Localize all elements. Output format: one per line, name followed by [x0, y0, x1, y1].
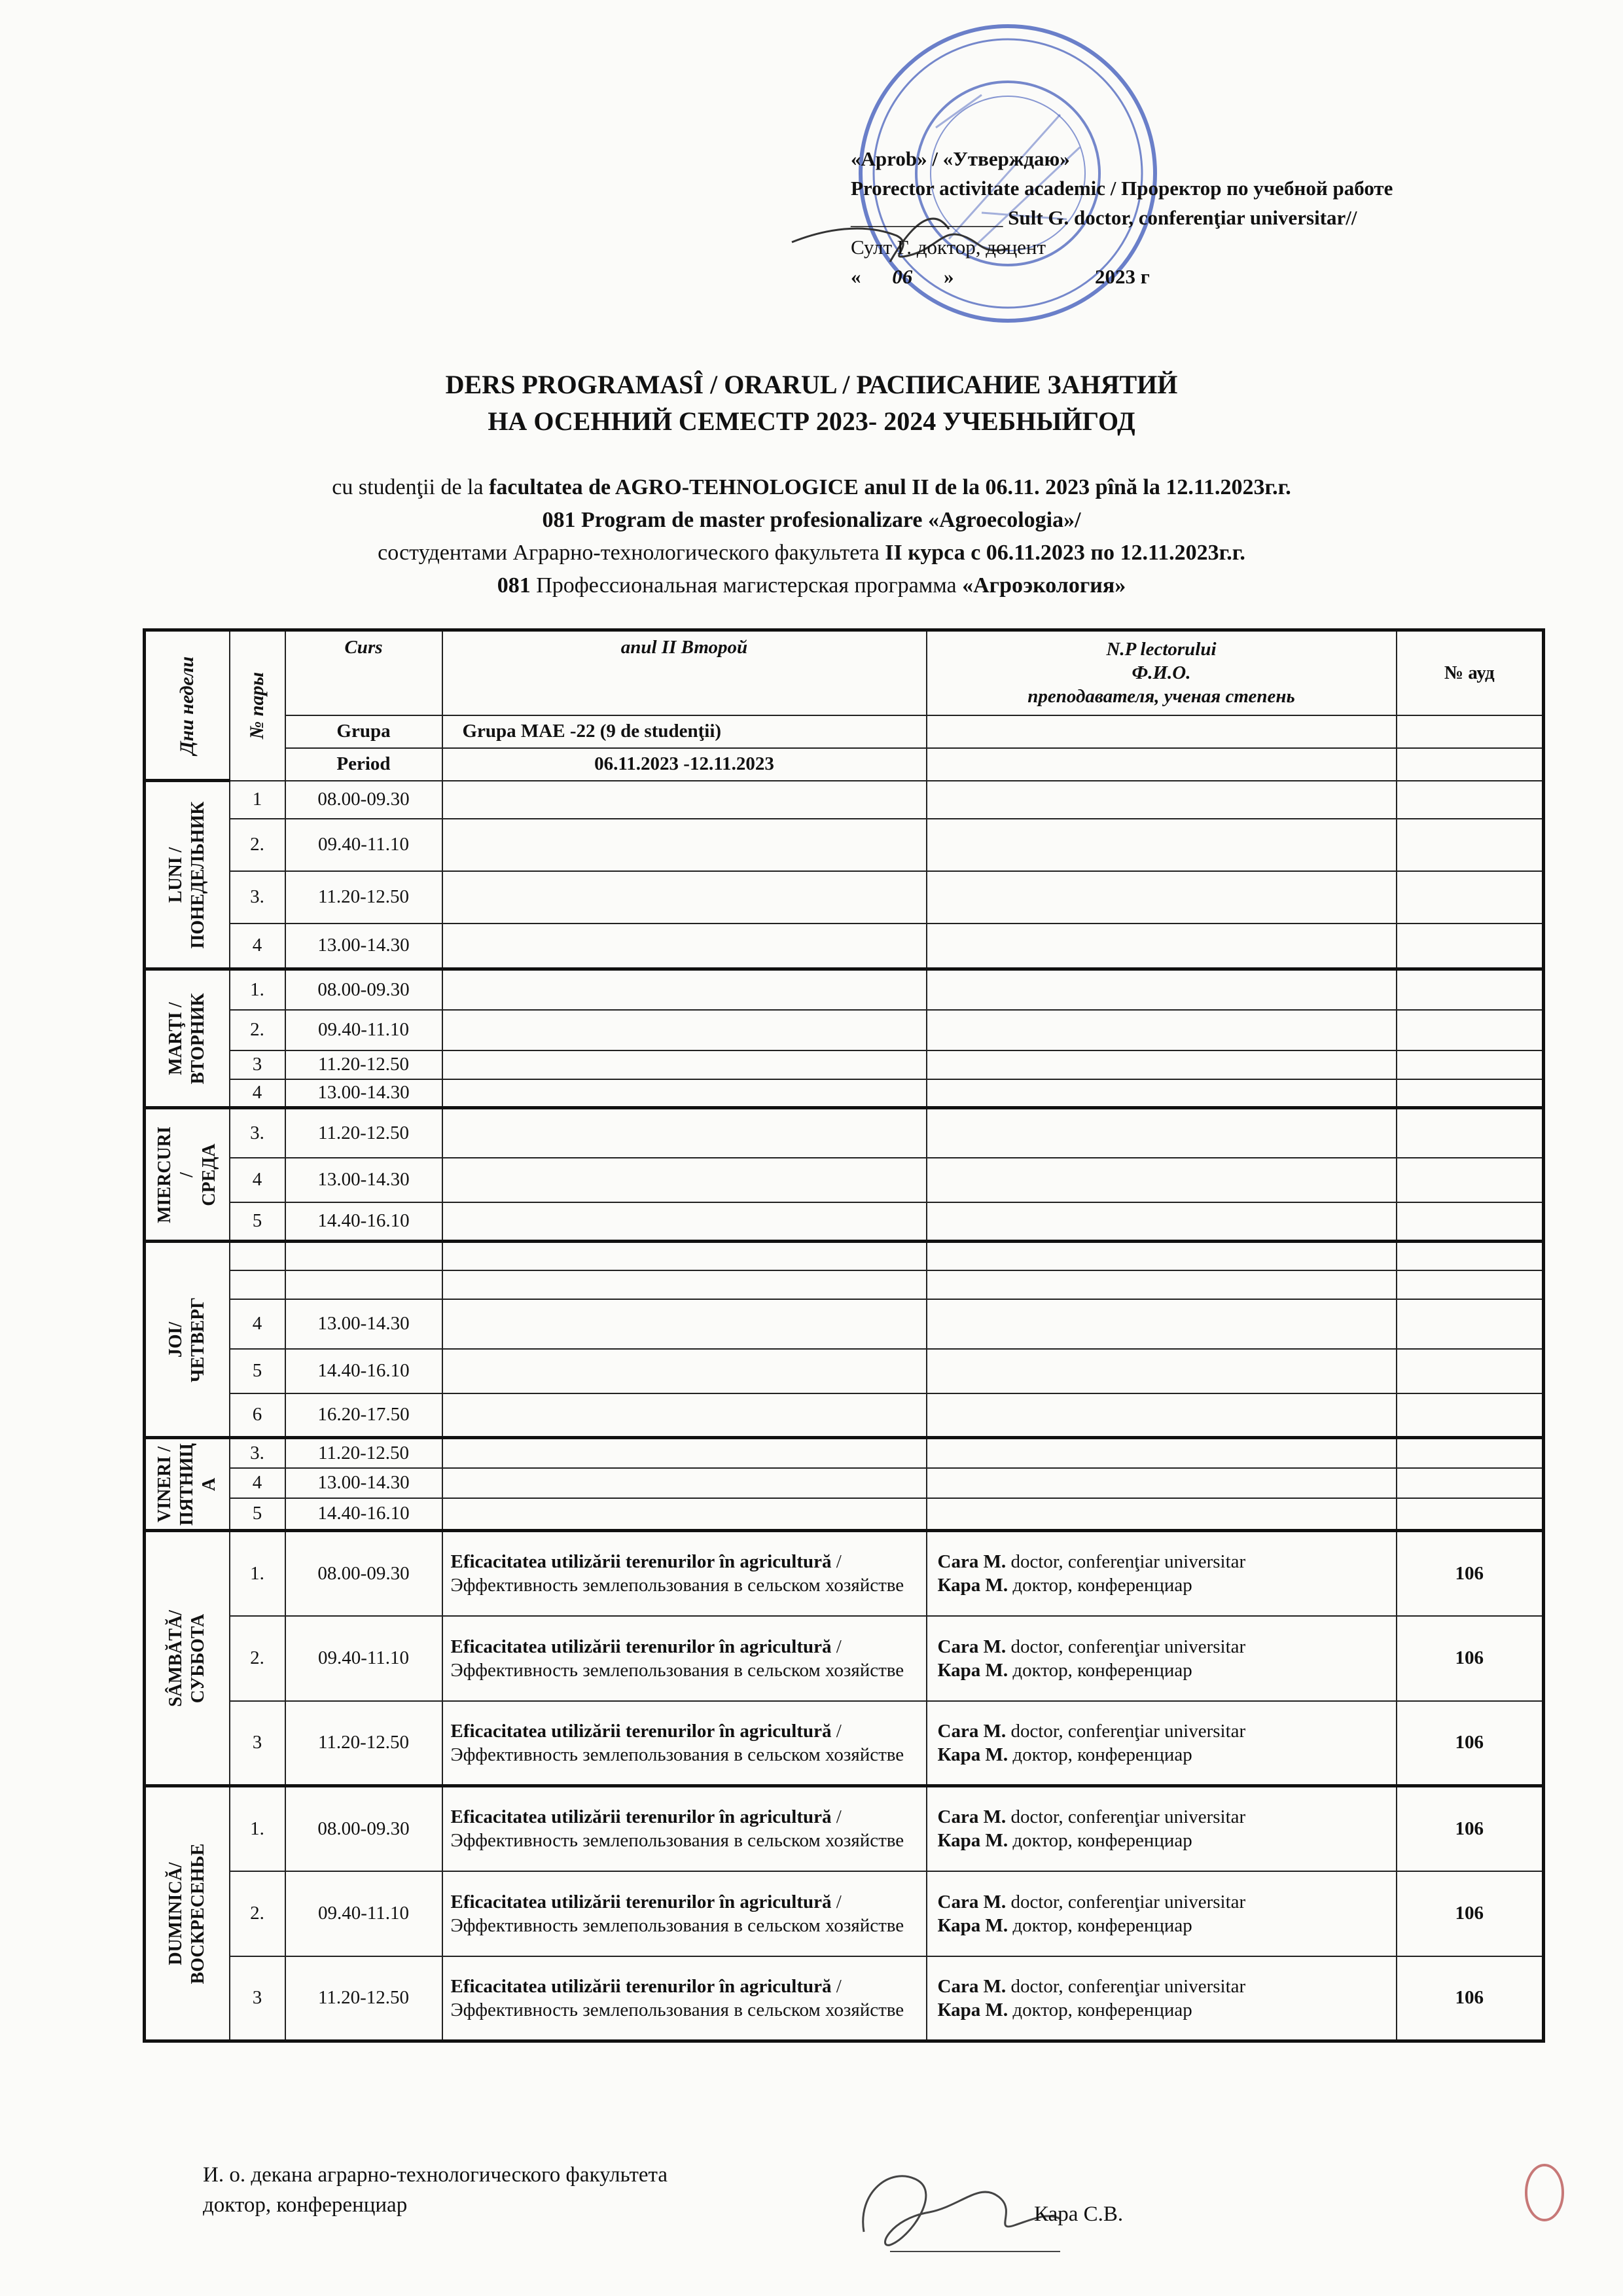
schedule-row	[145, 1242, 1544, 1270]
subject-cell	[442, 1956, 927, 2041]
header-grupa-value: Grupa MAE -22 (9 de studenţii)	[442, 715, 927, 748]
lecturer-ro	[938, 1890, 1391, 1914]
lecturer-ro-name: Cara M.	[937, 1720, 1007, 1742]
pair-number: 3.	[230, 1438, 285, 1468]
schedule-row	[145, 1079, 1544, 1108]
room-cell	[1397, 1498, 1544, 1531]
day-cell	[145, 1108, 230, 1242]
lecturer-ro-name: Cara M.	[937, 1551, 1007, 1573]
pair-time: 13.00-14.30	[285, 1079, 442, 1108]
lecturer-ru	[938, 1573, 1391, 1597]
pair-number: 3	[230, 1050, 285, 1079]
lecturer-ru-degree: доктор, конференциар	[1008, 1659, 1192, 1681]
lecturer-cell	[927, 1108, 1397, 1158]
pair-time: 14.40-16.10	[285, 1498, 442, 1531]
subject-cell	[442, 1871, 927, 1956]
lecturer-cell	[927, 924, 1397, 969]
schedule-row	[145, 1108, 1544, 1158]
footer-dean-name: Кара С.В.	[1034, 2202, 1124, 2226]
subject-cell	[442, 1050, 927, 1079]
approval-block	[851, 144, 1571, 291]
subtitle-l2: 081 Program de master profesionalizare «Agroecologia»/	[542, 508, 1081, 532]
schedule-row	[145, 1158, 1544, 1202]
lecturer-ru	[938, 1914, 1391, 1937]
approval-date	[851, 262, 1571, 291]
lecturer-cell	[927, 1438, 1397, 1468]
subtitle-l4-a: 081	[497, 573, 531, 598]
header-period: Period	[285, 748, 442, 781]
header-period-empty	[927, 748, 1397, 781]
subtitle-l3-b: II курса с 06.11.2023 по 12.11.2023г.г.	[885, 541, 1245, 565]
room-cell	[1397, 1202, 1544, 1242]
subject-ru: / Эффективность землепользования в сельском хозяйстве	[450, 1806, 904, 1852]
lecturer-ro-degree: doctor, conferenţiar universitar	[1006, 1975, 1246, 1997]
day-name: MIERCURI / СРЕДА	[154, 1126, 220, 1223]
document-title	[0, 367, 1623, 440]
subject-cell	[442, 1158, 927, 1202]
pair-time: 08.00-09.30	[285, 1531, 442, 1616]
pair-time: 09.40-11.10	[285, 819, 442, 871]
room-cell: 106	[1397, 1701, 1544, 1786]
lecturer-ro	[938, 1635, 1391, 1659]
day-name: MARŢI / ВТОРНИК	[166, 992, 209, 1085]
lecturer-cell	[927, 1498, 1397, 1531]
room-cell	[1397, 1438, 1544, 1468]
pair-time: 13.00-14.30	[285, 1299, 442, 1349]
subject-ru: / Эффективность землепользования в сельском хозяйстве	[450, 1636, 904, 1681]
approval-name-ro: Sult G. doctor, conferenţiar universitar//	[1008, 206, 1357, 229]
corner-stamp-mark	[1518, 2153, 1571, 2225]
subject-cell	[442, 1701, 927, 1786]
subject-cell	[442, 1531, 927, 1616]
pair-number: 6	[230, 1393, 285, 1438]
header-days: Дни недели	[176, 656, 198, 755]
pair-number: 4	[230, 924, 285, 969]
lecturer-ro	[938, 1975, 1391, 1998]
pair-time: 13.00-14.30	[285, 924, 442, 969]
date-quote-open: «	[851, 265, 861, 288]
lecturer-ro-degree: doctor, conferenţiar universitar	[1006, 1806, 1246, 1828]
subtitle-line-4	[65, 569, 1558, 602]
subject-ru: / Эффективность землепользования в сельском хозяйстве	[450, 1975, 904, 2020]
schedule-row	[145, 1531, 1544, 1616]
schedule-row	[145, 1270, 1544, 1299]
header-period-value: 06.11.2023 -12.11.2023	[442, 748, 927, 781]
day-cell	[145, 1438, 230, 1531]
subtitle-l1-b: facultatea de AGRO-TEHNOLOGICE anul II de la 06.11. 2023 pînă la 12.11.2023г.г.	[489, 475, 1291, 499]
header-lecturer	[927, 630, 1397, 715]
schedule-row	[145, 1871, 1544, 1956]
pair-time: 08.00-09.30	[285, 969, 442, 1010]
room-cell	[1397, 969, 1544, 1010]
lecturer-ru-name: Кара М.	[937, 1999, 1008, 2020]
header-pair: № пары	[246, 672, 268, 740]
pair-time	[285, 1270, 442, 1299]
lecturer-ro	[938, 1719, 1391, 1743]
pair-number	[230, 1242, 285, 1270]
subject-cell	[442, 1468, 927, 1498]
lecturer-ro-degree: doctor, conferenţiar universitar	[1006, 1720, 1246, 1742]
pair-number: 1.	[230, 1786, 285, 1871]
subject-ro: Eficacitatea utilizării terenurilor în agricultură	[450, 1806, 832, 1828]
subject-cell	[442, 1616, 927, 1701]
header-pair-cell	[230, 630, 285, 781]
day-cell	[145, 781, 230, 969]
schedule-row	[145, 1438, 1544, 1468]
room-cell	[1397, 1393, 1544, 1438]
lecturer-cell	[927, 819, 1397, 871]
subject-cell	[442, 1202, 927, 1242]
schedule-row	[145, 924, 1544, 969]
pair-time: 08.00-09.30	[285, 781, 442, 819]
approval-line-prorector: Prorector activitate academic / Проректор по учебной работе	[851, 177, 1393, 200]
lecturer-ru-degree: доктор, конференциар	[1008, 1830, 1192, 1852]
lecturer-cell	[927, 1393, 1397, 1438]
lecturer-cell	[927, 1468, 1397, 1498]
room-cell: 106	[1397, 1616, 1544, 1701]
pair-number: 4	[230, 1299, 285, 1349]
room-cell	[1397, 781, 1544, 819]
subject-cell	[442, 1079, 927, 1108]
schedule-row	[145, 1050, 1544, 1079]
lecturer-ro	[938, 1550, 1391, 1573]
header-lecturer-3: преподавателя, ученая степень	[1027, 686, 1295, 708]
subject-cell	[442, 924, 927, 969]
subject-cell	[442, 1393, 927, 1438]
pair-number: 3.	[230, 1108, 285, 1158]
subject-ro: Eficacitatea utilizării terenurilor în agricultură	[450, 1551, 832, 1573]
pair-number: 1.	[230, 969, 285, 1010]
pair-number: 4	[230, 1158, 285, 1202]
subtitle-l4-b: Профессиональная магистерская программа	[530, 573, 963, 598]
lecturer-cell	[927, 781, 1397, 819]
header-grupa: Grupa	[285, 715, 442, 748]
header-grupa-empty	[927, 715, 1397, 748]
pair-number: 4	[230, 1468, 285, 1498]
date-day: 06	[892, 265, 913, 288]
room-cell	[1397, 1242, 1544, 1270]
lecturer-cell	[927, 1786, 1397, 1871]
room-cell	[1397, 819, 1544, 871]
day-name: SÂMBĂTĂ/ СУББОТА	[166, 1609, 209, 1707]
lecturer-cell	[927, 1616, 1397, 1701]
subject-cell	[442, 871, 927, 924]
room-cell	[1397, 1010, 1544, 1050]
pair-number: 1	[230, 781, 285, 819]
room-cell	[1397, 1270, 1544, 1299]
footer-line-2: доктор, конференциар	[203, 2193, 408, 2217]
subject-ru: / Эффективность землепользования в сельском хозяйстве	[450, 1720, 904, 1765]
pair-time	[285, 1242, 442, 1270]
room-cell	[1397, 924, 1544, 969]
lecturer-cell	[927, 871, 1397, 924]
pair-time: 13.00-14.30	[285, 1158, 442, 1202]
lecturer-ru-name: Кара М.	[937, 1575, 1008, 1596]
pair-number: 3.	[230, 871, 285, 924]
pair-number: 5	[230, 1498, 285, 1531]
subject-ru: / Эффективность землепользования в сельском хозяйстве	[450, 1891, 904, 1936]
lecturer-ru-degree: доктор, конференциар	[1008, 1575, 1192, 1596]
subtitle-l4-c: «Агроэкология»	[962, 573, 1126, 598]
day-name: DUMINICĂ/ ВОСКРЕСЕНЬЕ	[166, 1843, 209, 1984]
lecturer-ru-name: Кара М.	[937, 1830, 1008, 1852]
date-quote-close: »	[944, 265, 954, 288]
pair-number: 3	[230, 1956, 285, 2041]
day-name: JOI/ ЧЕТВЕРГ	[166, 1297, 209, 1382]
lecturer-ru-degree: доктор, конференциар	[1008, 1999, 1192, 2020]
pair-number: 3	[230, 1701, 285, 1786]
pair-number	[230, 1270, 285, 1299]
room-cell: 106	[1397, 1956, 1544, 2041]
header-lecturer-2: Ф.И.О.	[1132, 662, 1191, 684]
lecturer-cell	[927, 1079, 1397, 1108]
room-cell	[1397, 1050, 1544, 1079]
room-cell	[1397, 1468, 1544, 1498]
footer-line-1: И. о. декана аграрно-технологического факультета	[203, 2163, 668, 2187]
lecturer-cell	[927, 1158, 1397, 1202]
document-subtitle	[65, 471, 1558, 602]
footer-dean	[203, 2160, 668, 2220]
lecturer-cell	[927, 1242, 1397, 1270]
pair-time: 13.00-14.30	[285, 1468, 442, 1498]
lecturer-cell	[927, 1202, 1397, 1242]
day-name: VINERI / ПЯТНИЦ А	[154, 1443, 220, 1526]
approval-line-name	[851, 203, 1571, 232]
room-cell	[1397, 1108, 1544, 1158]
header-row	[145, 630, 1544, 715]
schedule-row	[145, 1393, 1544, 1438]
subject-cell	[442, 1108, 927, 1158]
header-group-row	[145, 715, 1544, 748]
schedule-row	[145, 781, 1544, 819]
pair-number: 2.	[230, 1616, 285, 1701]
lecturer-cell	[927, 1956, 1397, 2041]
day-cell	[145, 1786, 230, 2041]
lecturer-cell	[927, 1050, 1397, 1079]
pair-time: 09.40-11.10	[285, 1616, 442, 1701]
header-grupa-room-empty	[1397, 715, 1544, 748]
approval-name-ru: Султ Г. доктор, доцент	[851, 236, 1046, 259]
approval-line-aprob: «Aprob» / «Утверждаю»	[851, 147, 1070, 170]
pair-number: 2.	[230, 1871, 285, 1956]
subject-cell	[442, 1438, 927, 1468]
room-cell	[1397, 1079, 1544, 1108]
title-line-2: НА ОСЕННИЙ СЕМЕСТР 2023- 2024 УЧЕБНЫЙГОД	[488, 406, 1135, 436]
header-days-cell	[145, 630, 230, 781]
room-cell: 106	[1397, 1871, 1544, 1956]
subtitle-l1-a: cu studenţii de la	[332, 475, 490, 499]
lecturer-ru	[938, 1998, 1391, 2022]
schedule-row	[145, 969, 1544, 1010]
lecturer-cell	[927, 1531, 1397, 1616]
subject-cell	[442, 819, 927, 871]
subject-cell	[442, 781, 927, 819]
room-cell	[1397, 1349, 1544, 1393]
date-year: 2023 г	[1095, 265, 1150, 288]
subtitle-l3-a: состудентами Аграрно-технологического факультета	[378, 541, 885, 565]
pair-number: 5	[230, 1202, 285, 1242]
lecturer-ru	[938, 1659, 1391, 1682]
pair-time: 14.40-16.10	[285, 1202, 442, 1242]
schedule-row	[145, 1616, 1544, 1701]
signature-blank: _______________	[851, 206, 1003, 229]
room-cell	[1397, 871, 1544, 924]
subtitle-line-1	[65, 471, 1558, 504]
subject-cell	[442, 1270, 927, 1299]
schedule-row	[145, 1202, 1544, 1242]
pair-time: 14.40-16.10	[285, 1349, 442, 1393]
pair-time: 08.00-09.30	[285, 1786, 442, 1871]
pair-number: 2.	[230, 1010, 285, 1050]
pair-number: 1.	[230, 1531, 285, 1616]
pair-time: 09.40-11.10	[285, 1010, 442, 1050]
lecturer-cell	[927, 1270, 1397, 1299]
lecturer-cell	[927, 969, 1397, 1010]
subject-cell	[442, 1349, 927, 1393]
pair-time: 11.20-12.50	[285, 1108, 442, 1158]
room-cell	[1397, 1158, 1544, 1202]
title-line-1: DERS PROGRAMASÎ / ORARUL / РАСПИСАНИЕ ЗАНЯТИЙ	[445, 370, 1178, 399]
pair-time: 16.20-17.50	[285, 1393, 442, 1438]
lecturer-ro-name: Cara M.	[937, 1891, 1007, 1912]
subject-ro: Eficacitatea utilizării terenurilor în agricultură	[450, 1720, 832, 1742]
pair-time: 11.20-12.50	[285, 871, 442, 924]
lecturer-cell	[927, 1349, 1397, 1393]
schedule-row	[145, 819, 1544, 871]
pair-number: 5	[230, 1349, 285, 1393]
subject-cell	[442, 969, 927, 1010]
schedule-row	[145, 1701, 1544, 1786]
pair-time: 09.40-11.10	[285, 1871, 442, 1956]
room-cell: 106	[1397, 1531, 1544, 1616]
lecturer-ru-name: Кара М.	[937, 1659, 1008, 1681]
lecturer-ro-degree: doctor, conferenţiar universitar	[1006, 1636, 1246, 1657]
subtitle-line-3	[65, 537, 1558, 569]
schedule-row	[145, 871, 1544, 924]
lecturer-cell	[927, 1010, 1397, 1050]
lecturer-ro	[938, 1805, 1391, 1829]
lecturer-ru-name: Кара М.	[937, 1744, 1008, 1765]
pair-time: 11.20-12.50	[285, 1050, 442, 1079]
lecturer-ru	[938, 1743, 1391, 1767]
day-cell	[145, 1242, 230, 1438]
schedule-row	[145, 1786, 1544, 1871]
day-name: LUNI / ПОНЕДЕЛЬНИК	[166, 801, 209, 948]
schedule-row	[145, 1498, 1544, 1531]
pair-time: 11.20-12.50	[285, 1956, 442, 2041]
room-cell: 106	[1397, 1786, 1544, 1871]
lecturer-cell	[927, 1299, 1397, 1349]
header-lecturer-1: N.P lectorului	[1106, 639, 1217, 660]
lecturer-ro-degree: doctor, conferenţiar universitar	[1006, 1551, 1246, 1573]
schedule-row	[145, 1010, 1544, 1050]
subtitle-line-2	[65, 504, 1558, 537]
header-period-row	[145, 748, 1544, 781]
schedule-row	[145, 1349, 1544, 1393]
pair-number: 2.	[230, 819, 285, 871]
subject-cell	[442, 1498, 927, 1531]
lecturer-ro-name: Cara M.	[937, 1636, 1007, 1657]
subject-cell	[442, 1242, 927, 1270]
header-room: № ауд	[1397, 630, 1544, 715]
subject-ro: Eficacitatea utilizării terenurilor în agricultură	[450, 1891, 832, 1912]
schedule-row	[145, 1956, 1544, 2041]
room-cell	[1397, 1299, 1544, 1349]
lecturer-ro-degree: doctor, conferenţiar universitar	[1006, 1891, 1246, 1912]
schedule-row	[145, 1468, 1544, 1498]
subject-cell	[442, 1010, 927, 1050]
subject-cell	[442, 1786, 927, 1871]
header-year: anul II Второй	[442, 630, 927, 715]
pair-number: 4	[230, 1079, 285, 1108]
lecturer-cell	[927, 1871, 1397, 1956]
pair-time: 11.20-12.50	[285, 1701, 442, 1786]
lecturer-ru-degree: доктор, конференциар	[1008, 1914, 1192, 1936]
day-cell	[145, 969, 230, 1108]
header-curs: Curs	[285, 630, 442, 715]
schedule-row	[145, 1299, 1544, 1349]
lecturer-ru	[938, 1829, 1391, 1852]
subject-ro: Eficacitatea utilizării terenurilor în agricultură	[450, 1975, 832, 1997]
schedule-table	[143, 628, 1545, 2043]
lecturer-ro-name: Cara M.	[937, 1975, 1007, 1997]
header-period-room-empty	[1397, 748, 1544, 781]
lecturer-ru-name: Кара М.	[937, 1914, 1008, 1936]
lecturer-ru-degree: доктор, конференциар	[1008, 1744, 1192, 1765]
lecturer-ro-name: Cara M.	[937, 1806, 1007, 1828]
day-cell	[145, 1531, 230, 1786]
pair-time: 11.20-12.50	[285, 1438, 442, 1468]
lecturer-cell	[927, 1701, 1397, 1786]
subject-ro: Eficacitatea utilizării terenurilor în agricultură	[450, 1636, 832, 1657]
subject-ru: / Эффективность землепользования в сельском хозяйстве	[450, 1551, 904, 1596]
subject-cell	[442, 1299, 927, 1349]
